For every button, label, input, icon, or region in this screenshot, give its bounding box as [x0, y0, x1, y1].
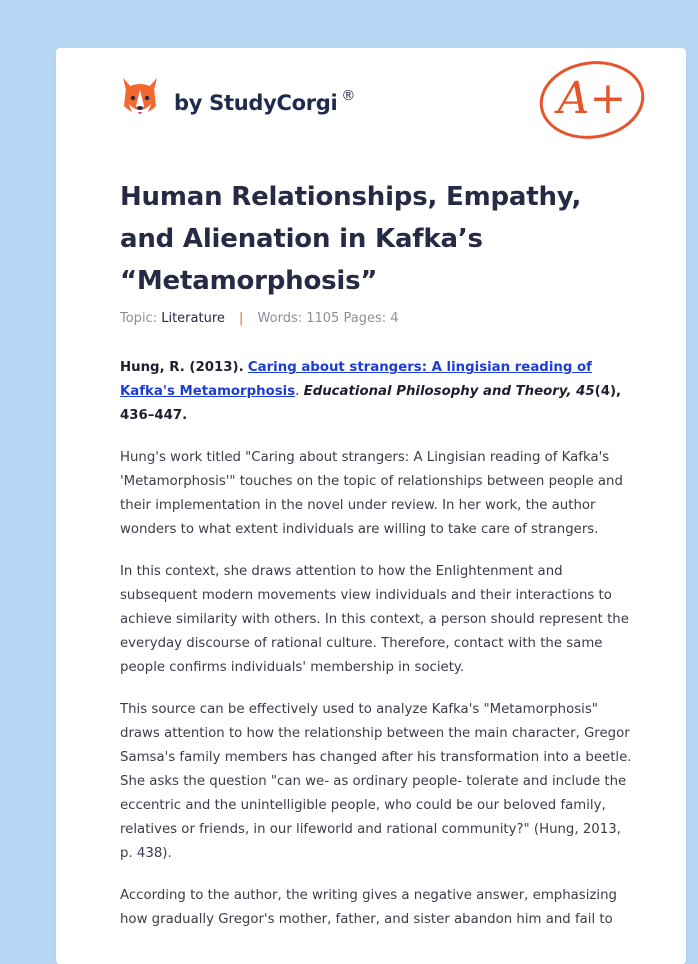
paragraph: In this context, she draws attention to how the Enlightenment and subsequent modern movements view individuals and their interactions to achieve similarity with others. In this context, a person should represent the everyday discourse of rational culture. Therefore, contact with the same people confirms individuals' membership in society.	[120, 564, 629, 675]
citation-link[interactable]: Caring about strangers: A lingisian reading of Kafka's Metamorphosis	[120, 360, 592, 399]
brand-name: by StudyCorgi ®	[174, 87, 356, 115]
svg-text:A+: A+	[557, 73, 627, 124]
word-count: Words: 1105	[257, 311, 340, 326]
paragraph: According to the author, the writing gives a negative answer, emphasizing how gradually Gregor's mother, father, and sister abandon him and fail to	[120, 888, 617, 927]
a-plus-grade-icon	[536, 58, 648, 142]
corgi-logo-icon	[120, 76, 160, 120]
page-count: Pages: 4	[343, 311, 399, 326]
citation-journal: Educational Philosophy and Theory, 45	[303, 384, 595, 399]
document-meta	[120, 311, 399, 326]
meta-separator: |	[239, 311, 244, 326]
registered-mark: ®	[341, 87, 356, 104]
document-body	[120, 356, 634, 950]
citation-author: Hung, R. (2013).	[120, 360, 244, 375]
paragraph: Hung's work titled "Caring about strangers: A Lingisian reading of Kafka's 'Metamorphosis'" touches on the topic of relationships between people and their implementation in the novel under review. In her work, the author wonders to what extent individuals are willing to take care of strangers.	[120, 450, 623, 537]
topic-label: Topic:	[120, 311, 158, 326]
document-card	[56, 48, 686, 964]
topic-link[interactable]: Literature	[161, 311, 225, 326]
page-title: Human Relationships, Empathy, and Alienation in Kafka’s “Metamorphosis”	[120, 182, 582, 296]
citation-issue: (4), 436–447.	[120, 384, 622, 423]
citation: Hung, R. (2013). Caring about strangers: A lingisian reading of Kafka's Metamorphosis. Educational Philosophy and Theory, 45(4), 436–447.	[120, 360, 622, 423]
studycorgi-logo[interactable]	[120, 76, 355, 120]
paragraph: This source can be effectively used to analyze Kafka's "Metamorphosis" draws attention to how the relationship between the main character, Gregor Samsa's family members has changed after his transformation into a beetle. She asks the question "can we- as ordinary people- tolerate and include the eccentric and the unintelligible people, who could be our beloved family, relatives or friends, in our lifeworld and rational community?" (Hung, 2013, p. 438).	[120, 702, 632, 861]
